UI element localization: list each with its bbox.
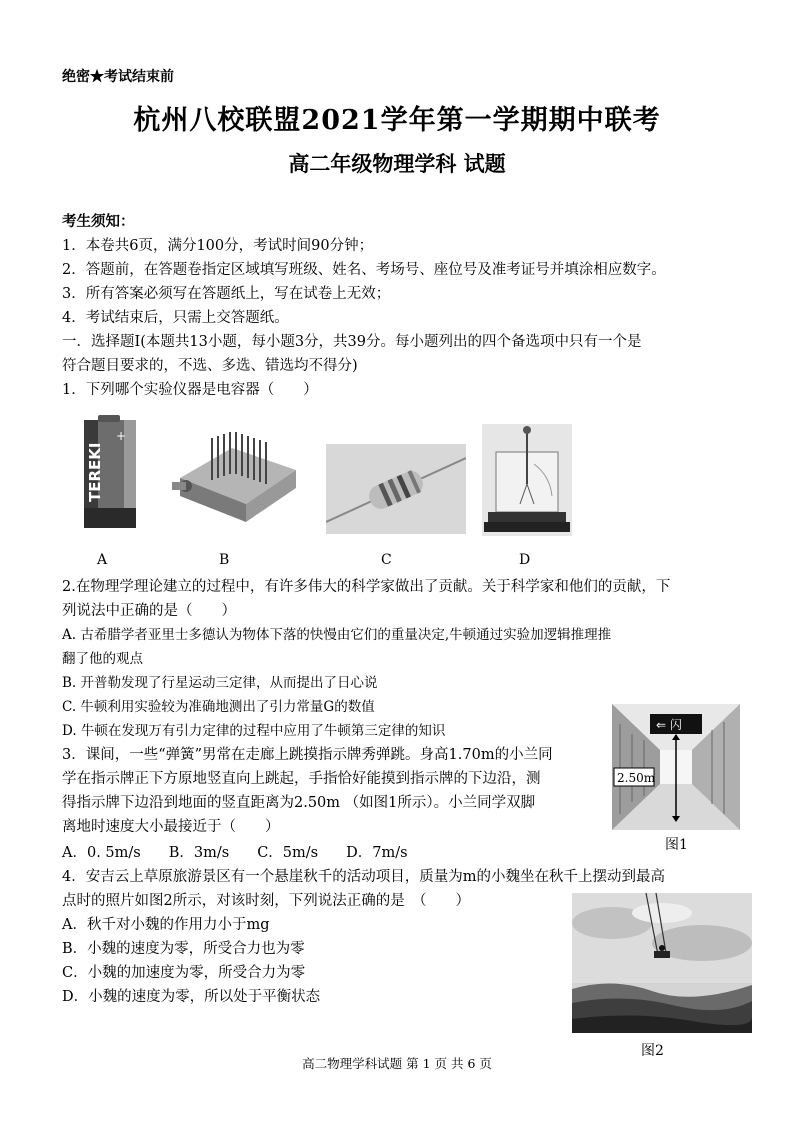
electroscope-image (482, 424, 572, 536)
q2-option-d: D. 牛顿在发现万有引力定律的过程中应用了牛顿第三定律的知识 (62, 723, 446, 739)
q2-option-a-line2: 翻了他的观点 (62, 651, 143, 667)
q1-label-d: D (519, 552, 531, 568)
notice-item-1: 1．本卷共6页，满分100分，考试时间90分钟； (62, 238, 374, 254)
exam-title: 杭州八校联盟2021学年第一学期期中联考 (133, 105, 661, 136)
battery-label: TEREKI (86, 442, 104, 502)
q3-stem-line2: 学在指示牌正下方原地竖直向上跳起，手指恰好能摸到指示牌的下边沿，测 (62, 771, 541, 787)
notice-item-2: 2．答题前，在答题卷指定区域填写班级、姓名、考场号、座位号及准考证号并填涂相应数字。 (62, 262, 666, 278)
figure-2-caption: 图2 (641, 1043, 664, 1059)
corridor-figure (612, 704, 740, 830)
q1-stem: 1．下列哪个实验仪器是电容器（ ） (62, 382, 318, 398)
section-heading-line1: 一．选择题Ⅰ(本题共13小题，每小题3分，共39分。每小题列出的四个备选项中只有一个是 (62, 334, 642, 350)
svg-text:⇐ 闪: ⇐ 闪 (656, 718, 682, 732)
confidential-mark: 绝密★考试结束前 (62, 69, 174, 85)
q4-stem-line2: 点时的照片如图2所示，对该时刻，下列说法正确的是 （ ） (62, 893, 470, 909)
notice-item-4: 4．考试结束后，只需上交答题纸。 (62, 310, 289, 326)
q2-option-b: B. 开普勒发现了行星运动三定律，从而提出了日心说 (62, 675, 378, 691)
q3-option-d: D．7m/s (346, 845, 408, 861)
q1-label-a: A (97, 552, 108, 568)
q2-stem-line1: 2.在物理学理论建立的过程中，有许多伟大的科学家做出了贡献。关于科学家和他们的贡献，下 (62, 579, 671, 595)
exam-subtitle: 高二年级物理学科 试题 (288, 151, 506, 176)
section-heading-line2: 符合题目要求的，不选、多选、错选均不得分) (62, 358, 358, 374)
notice-heading: 考生须知： (62, 213, 135, 230)
q3-option-a: A．0. 5m/s (62, 845, 141, 861)
q1-label-b: B (219, 552, 230, 568)
q4-option-c: C．小魏的加速度为零，所受合力为零 (62, 965, 306, 981)
q4-stem-line1: 4．安吉云上草原旅游景区有一个悬崖秋千的活动项目，质量为m的小魏坐在秋千上摆动到最高 (62, 869, 665, 885)
q4-option-b: B．小魏的速度为零，所受合力也为零 (62, 941, 305, 957)
battery-image (74, 414, 150, 536)
q3-stem-line1: 3．课间，一些“弹簧”男常在走廊上跳摸指示牌秀弹跳。身高1.70m的小兰同 (62, 747, 553, 763)
q1-label-c: C (381, 552, 392, 568)
q2-option-c: C. 牛顿利用实验较为准确地测出了引力常量G的数值 (62, 699, 375, 715)
q3-option-b: B．3m/s (168, 845, 230, 861)
figure-1-caption: 图1 (665, 837, 688, 853)
q4-option-d: D．小魏的速度为零，所以处于平衡状态 (62, 989, 321, 1005)
q2-option-a-line1: A. 古希腊学者亚里士多德认为物体下落的快慢由它们的重量决定,牛顿通过实验加逻辑推理推 (62, 627, 612, 643)
notice-item-3: 3．所有答案必须写在答题纸上，写在试卷上无效； (62, 286, 391, 302)
svg-text:+: + (116, 429, 127, 443)
variable-capacitor-image (172, 418, 302, 534)
q4-option-a: A．秋千对小魏的作用力小于mg (62, 917, 270, 933)
q3-stem-line3: 得指示牌下边沿到地面的竖直距离为2.50m （如图1所示）。小兰同学双脚 (62, 795, 536, 811)
q2-stem-line2: 列说法中正确的是（ ） (62, 603, 236, 619)
q3-options (62, 843, 408, 863)
q3-option-c: C．5m/s (257, 845, 319, 861)
swing-figure (572, 893, 752, 1033)
resistor-image (326, 444, 466, 534)
q3-stem-line4: 离地时速度大小最接近于（ ） (62, 819, 280, 835)
page-footer: 高二物理学科试题 第 1 页 共 6 页 (302, 1056, 492, 1071)
height-label: 2.50m (617, 771, 656, 785)
